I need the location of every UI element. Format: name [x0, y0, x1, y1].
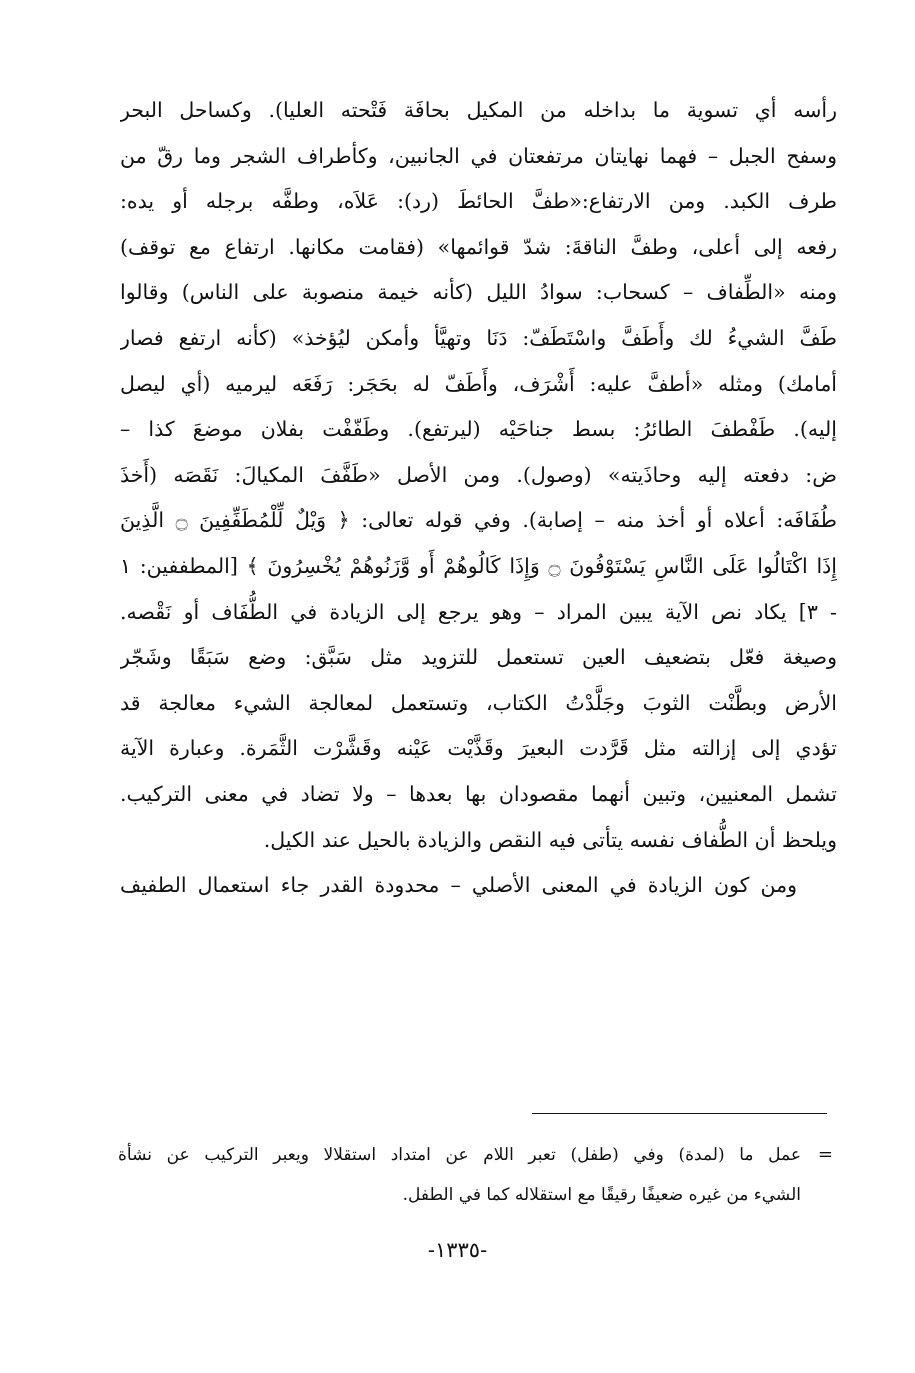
- footnote-line: الشيء من غيره ضعيفًا رقيقًا مع استقلاله كما في الطفل.: [402, 1185, 801, 1205]
- text-line: - ٣] يكاد نص الآية يبين المراد – وهو يرجع إلى الزيادة في الطُّفَاف أو نَقْصه.: [120, 599, 837, 624]
- text-line: طُفَافَه: أعلاه أو أخذ منه – إصابة). وفي قوله تعالى: ﴿ وَيْلٌ لِّلْمُطَفِّفِينَ ۝ الَّذِينَ: [120, 508, 837, 533]
- text-line: طرف الكبد. ومن الارتفاع:«طفَّ الحائطَ (رد): عَلاَه، وطفَّه برجله أو يده:: [120, 189, 837, 214]
- text-line: طَفَّ الشيءُ لك وأَطَفَّ واسْتَطَفّ: دَنَا وتهيَّأ وأمكن ليُؤخذ» (كأنه ارتفع فصار: [120, 325, 837, 350]
- text-line: ض: دفعته إليه وحاذَيته» (وصول). ومن الأصل «طَفَّفَ المكيالَ: نَقَصَه (أَخذَ: [120, 462, 837, 487]
- text-line: الأرض وبطَّنْت الثوبَ وجَلَّدْتُ الكتاب، وتستعمل لمعالجة الشيء معالجة قد: [120, 690, 837, 715]
- main-text: [120, 88, 837, 909]
- text-line: أمامك) ومثله «أطفَّ عليه: أَشْرَف، وأَطَفّ له بحَجَر: رَفَعَه ليرميه (أي ليصل: [120, 371, 837, 396]
- text-line: تؤدي إلى إزالته مثل قَرَّدت البعيرَ وقَذَّيْت عَيْنه وقَشَّرْت الثَّمَرة. وعبارة الآية: [120, 736, 837, 761]
- quran-verse-line: إِذَا اكْتَالُوا عَلَى النَّاسِ يَسْتَوْفُونَ ۝ وَإِذَا كَالُوهُمْ أَو وَّزَنُوهُمْ يُخْسِرُونَ ﴾ [المطففين: ١: [120, 553, 837, 578]
- footnote-continuation-marker: =: [817, 1144, 833, 1165]
- text-line: تشمل المعنيين، وتبين أنهما مقصودان بها بعدها – ولا تضاد في معنى التركيب.: [120, 781, 837, 806]
- footnote-separator: [532, 1113, 827, 1114]
- text-line: ومنه «الطِّفاف – كسحاب: سوادُ الليل (كأنه خيمة منصوبة على الناس) وقالوا: [120, 280, 837, 305]
- text-line: إليه). طَفْطفَ الطائرُ: بسط جناحَيْه (ليرتفع). وطَفّفْت بفلان موضعَ كذا –: [120, 417, 837, 442]
- text-line: رأسه أي تسوية ما بداخله من المكيل بحافَة فَتْحته العليا). وكساحل البحر: [120, 98, 837, 122]
- footnote-line: عمل ما (لمدة) وفي (طفل) تعبر اللام عن امتداد استقلالا ويعبر التركيب عن نشأة: [118, 1145, 801, 1165]
- text-line: رفعه إلى أعلى، وطفَّ الناقةَ: شدّ قوائمها» (فقامت مكانها. ارتفاع مع توقف): [120, 234, 837, 259]
- footnote: [118, 1135, 833, 1215]
- paragraph-start-line: ومن كون الزيادة في المعنى الأصلي – محدودة القدر جاء استعمال الطفيف: [120, 873, 797, 898]
- page-number: -١٣٣٥-: [427, 1238, 488, 1262]
- text-line: وسفح الجبل – فهما نهايتان مرتفعتان في الجانبين، وكأطراف الشجر وما رقّ من: [120, 143, 837, 168]
- text-line: وصيغة فعّل بتضعيف العين تستعمل للتزويد مثل سَبَّق: وضع سَبَقًا وشَجّر: [120, 645, 837, 670]
- text-line: ويلحظ أن الطُّفاف نفسه يتأتى فيه النقص والزيادة بالحيل عند الكيل.: [263, 827, 837, 852]
